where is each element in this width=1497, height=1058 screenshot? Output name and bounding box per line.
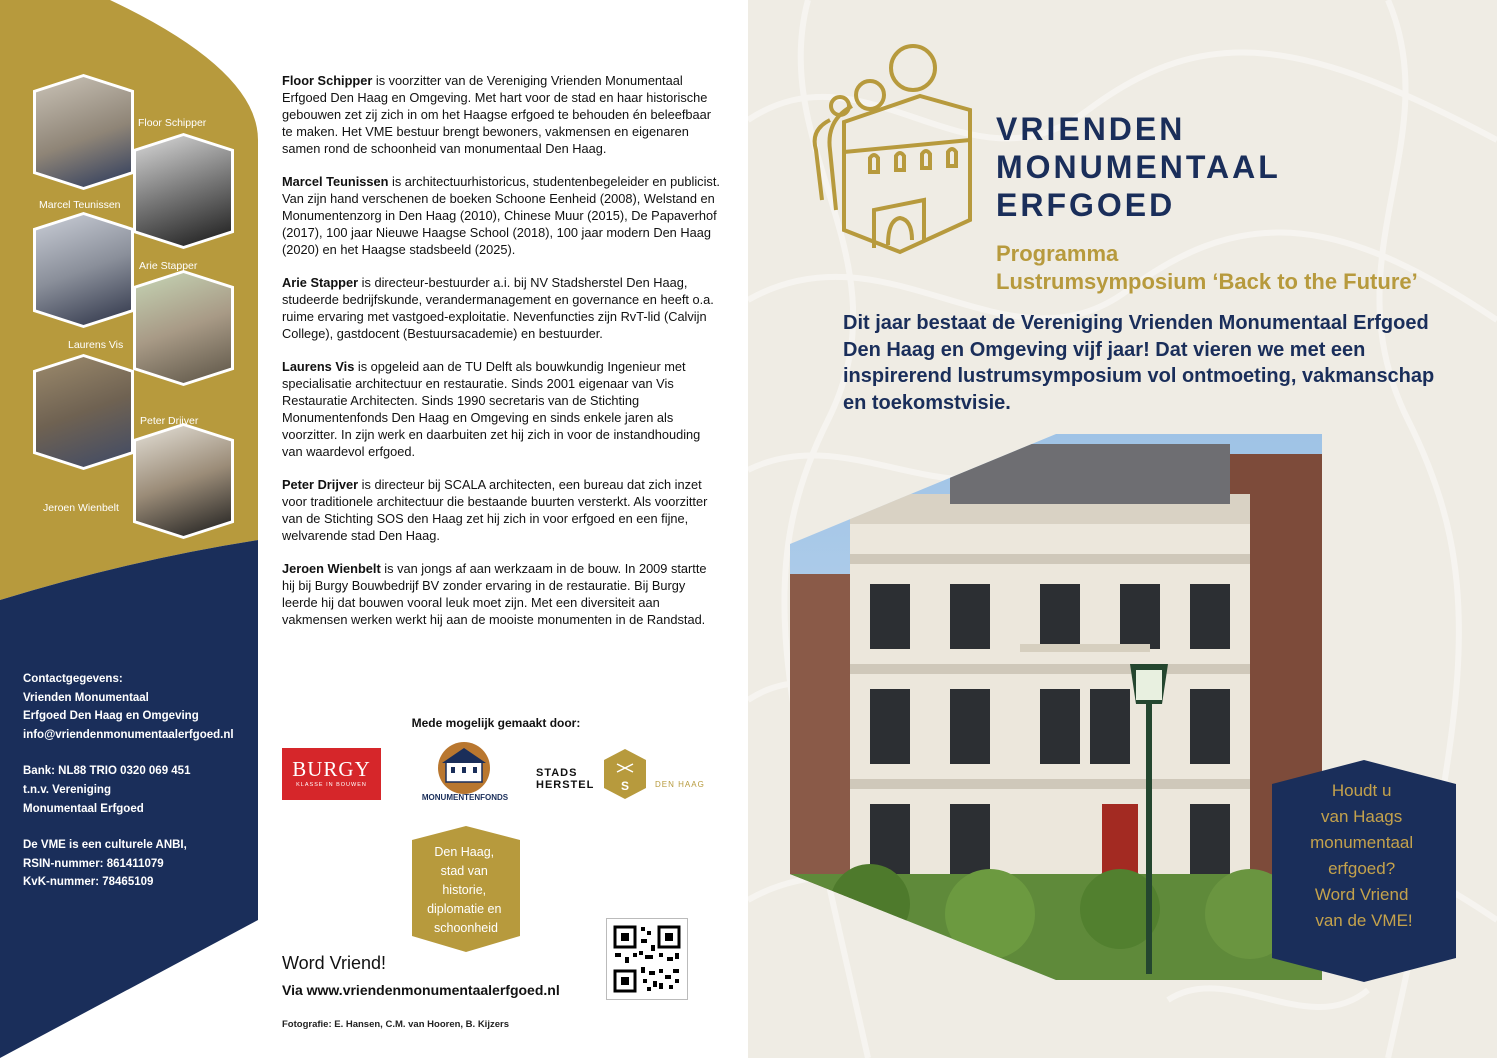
logo-line: ERFGOED — [996, 187, 1176, 223]
contact-line: Vrienden Monumentaal — [23, 691, 149, 704]
bio-name: Laurens Vis — [282, 359, 355, 374]
left-panel — [0, 0, 258, 1058]
stadsherstel-line: HERSTEL — [536, 779, 595, 791]
cta-line: Word Vriend — [1314, 885, 1409, 904]
burgy-tagline: KLASSE IN BOUWEN — [296, 782, 367, 788]
rsin-number: RSIN-nummer: 861411079 — [23, 857, 164, 870]
person-name: Peter Drijver — [140, 415, 199, 427]
person-name: Jeroen Wienbelt — [43, 502, 119, 514]
program-line: Lustrumsymposium ‘Back to the Future’ — [996, 269, 1418, 294]
bio-paragraph — [282, 173, 720, 258]
person-name: Floor Schipper — [138, 117, 207, 129]
portrait-marcel-teunissen — [136, 136, 231, 246]
logo-line: VRIENDEN — [996, 111, 1186, 147]
person-name: Marcel Teunissen — [39, 199, 121, 211]
portrait-jeroen-wienbelt — [136, 426, 231, 536]
bio-text: is directeur-bestuurder a.i. bij NV Stadsherstel Den Haag, studeerde bedrijfskunde, verandermanagement en governance en heeft o.a. ruime ervaring met vastgoed-exploitatie. Nevenfuncties zijn RvT-lid (Calvijn College), gastdocent (Bestuursacademie) en bestuurder. — [282, 275, 714, 341]
bio-text: is voorzitter van de Vereniging Vrienden Monumentaal Erfgoed Den Haag en Omgeving. Met hart voor de stad en haar historische gebouwen zet zij zich in om het Haagse erfgoed te behouden én beleefbaar te maken. Het VME bestuur brengt bewoners, vakmensen en eigenaren samen rond de schoonheid van monumentaal Den Haag. — [282, 73, 711, 156]
cta-line: van de VME! — [1315, 911, 1413, 930]
slogan-line: Den Haag, — [434, 845, 495, 859]
qr-code[interactable] — [606, 918, 688, 1000]
bio-text: is opgeleid aan de TU Delft als bouwkundig Ingenieur met specialisatie architectuur en restauratie. Sinds 2001 eigenaar van Vis Restauratie Architecten. Sinds 1990 secretaris van de Stichting Monumentenfonds Den Haag en Omgeving en sinds enkele jaren als voorzitter. In zijn werk en daarbuiten zet hij zich in voor de instandhouding van waardevol erfgoed. — [282, 359, 701, 459]
program-line: Programma — [996, 241, 1119, 266]
person-name: Arie Stapper — [139, 260, 198, 272]
bio-paragraph — [282, 476, 720, 544]
website-link[interactable]: Via www.vriendenmonumentaalerfgoed.nl — [282, 982, 560, 998]
bank-account: Bank: NL88 TRIO 0320 069 451 — [23, 765, 191, 778]
intro-text: Dit jaar bestaat de Vereniging Vrienden Monumentaal Erfgoed Den Haag en Omgeving vijf jaar! Dat vieren we met een inspirerend lustrumsymposium vol ontmoeting, vakmanschap en toekomstvisie. — [843, 312, 1435, 414]
portrait-floor-schipper — [36, 77, 131, 187]
bio-paragraph — [282, 560, 720, 628]
portrait-laurens-vis — [136, 273, 231, 383]
slogan-line: stad van — [440, 864, 488, 878]
contact-email[interactable]: info@vriendenmonumentaalerfgoed.nl — [23, 728, 234, 741]
den-haag-label: DEN HAAG — [655, 780, 705, 789]
bio-name: Arie Stapper — [282, 275, 359, 290]
kvk-number: KvK-nummer: 78465109 — [23, 876, 154, 889]
call-to-join: Word Vriend! — [282, 953, 387, 973]
qr-code-icon — [607, 919, 687, 999]
vme-logo-emblem — [800, 40, 980, 260]
person-name: Laurens Vis — [68, 339, 124, 351]
bio-text: is van jongs af aan werkzaam in de bouw. In 2009 startte hij bij Burgy Bouwbedrijf BV zonder ervaring in de restauratie. Bij Burgy leerde hij dat bouwen vooral leuk moet zijn. Met een diversiteit aan vakmensen werken werkt hij aan de mooiste monumenten in de Randstad. — [282, 561, 707, 627]
contact-details — [23, 670, 234, 892]
portrait-arie-stapper — [36, 215, 131, 325]
portrait-peter-drijver — [36, 357, 131, 467]
slogan-line: diplomatie en — [427, 902, 502, 916]
slogan-line: historie, — [442, 883, 487, 897]
photo-credits: Fotografie: E. Hansen, C.M. van Hooren, B. Kijzers — [282, 1019, 509, 1030]
program-title — [996, 240, 1418, 296]
bio-paragraph — [282, 358, 720, 460]
bio-name: Peter Drijver — [282, 477, 359, 492]
bios-section — [282, 72, 720, 644]
anbi-status: De VME is een culturele ANBI, — [23, 839, 187, 852]
slogan-line: schoonheid — [434, 921, 498, 935]
become-friend-badge[interactable] — [1272, 760, 1456, 982]
monumentenfonds-wordmark: MONUMENTENFONDS — [421, 793, 509, 802]
cta-line: erfgoed? — [1328, 859, 1396, 878]
contact-heading: Contactgegevens: — [23, 673, 123, 685]
bio-name: Floor Schipper — [282, 73, 373, 88]
bio-name: Marcel Teunissen — [282, 174, 389, 189]
stadsherstel-wordmark — [536, 767, 594, 791]
cta-line: monumentaal — [1310, 833, 1414, 852]
bio-name: Jeroen Wienbelt — [282, 561, 381, 576]
bio-text: is architectuurhistoricus, studentenbegeleider en publicist. Van zijn hand verschenen de boeken Schoone Eenheid (2008), Welstand en Monumentenzorg in Den Haag (2010), Chinese Muur (2015), De Papaverhof (2017), 100 jaar Nieuwe Haagse School (2018), 100 jaar modern Den Haag (2020) en het Haagse stadsbeeld (2025). — [282, 174, 720, 257]
contact-line: Erfgoed Den Haag en Omgeving — [23, 710, 199, 723]
burgy-wordmark: BURGY — [292, 757, 371, 781]
cta-line: van Haags — [1320, 807, 1403, 826]
sponsors-heading: Mede mogelijk gemaakt door: — [411, 716, 581, 730]
bio-paragraph — [282, 72, 720, 157]
bio-text: is directeur bij SCALA architecten, een bureau dat zich inzet voor traditionele architectuur die bestaande buurten versterkt. Als voorzitter van de Stichting SOS den Haag zet hij zich in voor erfgoed en een fijne, welvarende stad Den Haag. — [282, 477, 708, 543]
burgy-logo — [282, 748, 381, 800]
stadsherstel-line: STADS — [536, 767, 578, 779]
monumentenfonds-logo — [418, 740, 512, 806]
stadsherstel-letter: S — [620, 779, 630, 793]
slogan-badge — [412, 826, 520, 952]
logo-line: MONUMENTAAL — [996, 149, 1281, 185]
vme-logo-text — [996, 110, 1281, 224]
building-photo — [790, 434, 1322, 980]
contact-line: t.n.v. Vereniging — [23, 783, 111, 796]
contact-line: Monumentaal Erfgoed — [23, 802, 144, 815]
stadsherstel-emblem — [603, 748, 647, 800]
cta-line: Houdt u — [1331, 781, 1392, 800]
bio-paragraph — [282, 274, 720, 342]
